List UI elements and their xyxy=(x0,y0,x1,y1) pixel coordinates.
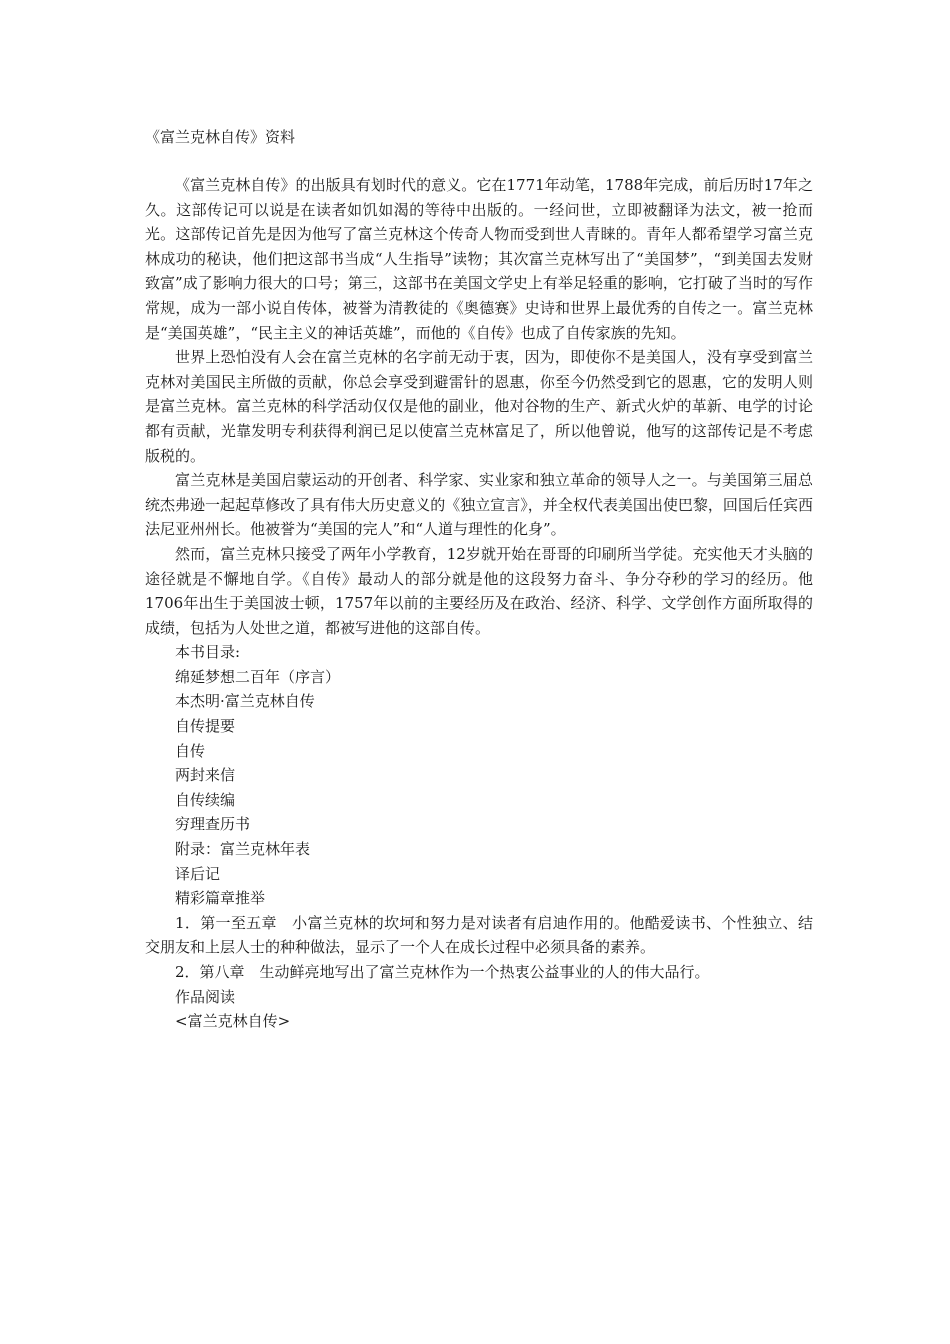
toc-item: 自传 xyxy=(175,741,206,760)
paragraph: 然而，富兰克林只接受了两年小学教育，12岁就开始在哥哥的印刷所当学徒。充实他天才头脑的途径就是不懈地自学。《自传》最动人的部分就是他的这段努力奋斗、争分夺秒的学习的经历。他1706年出生于美国波士顿，1757年以前的主要经历及在政治、经济、科学、文学创作方面所取得的成绩，包括为人处世之道，都被写进他的这部自传。 xyxy=(145,544,813,637)
reading-item: <富兰克林自传> xyxy=(175,1012,291,1031)
paragraph: 世界上恐怕没有人会在富兰克林的名字前无动于衷，因为，即使你不是美国人，没有享受到富兰克林对美国民主所做的贡献，你总会享受到避雷针的恩惠，你至今仍然受到它的恩惠，它的发明人则是富兰克林。富兰克林的科学活动仅仅是他的副业，他对谷物的生产、新式火炉的革新、电学的讨论都有贡献，光靠发明专利获得利润已足以使富兰克林富足了，所以他曾说，他写的这部传记是不考虑版税的。 xyxy=(145,348,813,465)
toc-item: 本杰明·富兰克林自传 xyxy=(175,692,315,711)
highlight-item: 2．第八章 生动鲜亮地写出了富兰克林作为一个热衷公益事业的人的伟大品行。 xyxy=(175,963,710,981)
toc-item: 自传续编 xyxy=(175,790,236,809)
highlight-item: 1．第一至五章 小富兰克林的坎坷和努力是对读者有启迪作用的。他酷爱读书、个性独立、结交朋友和上层人士的种种做法，显示了一个人在成长过程中必须具备的素养。 xyxy=(145,913,813,957)
paragraph: 富兰克林是美国启蒙运动的开创者、科学家、实业家和独立革命的领导人之一。与美国第三届总统杰弗逊一起起草修改了具有伟大历史意义的《独立宣言》，并全权代表美国出使巴黎，回国后任宾西法尼亚州州长。他被誉为“美国的完人”和“人道与理性的化身”。 xyxy=(145,471,813,539)
toc-heading: 本书目录: xyxy=(175,643,241,662)
toc-item: 两封来信 xyxy=(175,766,236,785)
document-title: 《富兰克林自传》资料 xyxy=(145,128,296,146)
paragraph: 《富兰克林自传》的出版具有划时代的意义。它在1771年动笔，1788年完成，前后历时17年之久。这部传记可以说是在读者如饥如渴的等待中出版的。一经问世，立即被翻译为法文，被一抢而光。这部传记首先是因为他写了富兰克林这个传奇人物而受到世人青睐的。青年人都希望学习富兰克林成功的秘诀，他们把这部书当成“人生指导”读物；其次富兰克林写出了“美国梦”，“到美国去发财致富”成了影响力很大的口号；第三，这部书在美国文学史上有举足轻重的影响，它打破了当时的写作常规，成为一部小说自传体，被誉为清教徒的《奥德赛》史诗和世界上最优秀的自传之一。富兰克林是“美国英雄”，“民主主义的神话英雄”，而他的《自传》也成了自传家族的先知。 xyxy=(145,176,813,342)
toc-item: 译后记 xyxy=(175,864,221,883)
highlights-heading: 精彩篇章推举 xyxy=(175,889,266,908)
toc-item: 穷理查历书 xyxy=(175,815,251,834)
toc-item: 自传提要 xyxy=(175,717,236,736)
document-body xyxy=(145,173,813,1034)
toc-item: 附录：富兰克林年表 xyxy=(175,840,311,859)
reading-heading: 作品阅读 xyxy=(175,987,236,1006)
toc-item: 绵延梦想二百年（序言） xyxy=(175,667,341,686)
